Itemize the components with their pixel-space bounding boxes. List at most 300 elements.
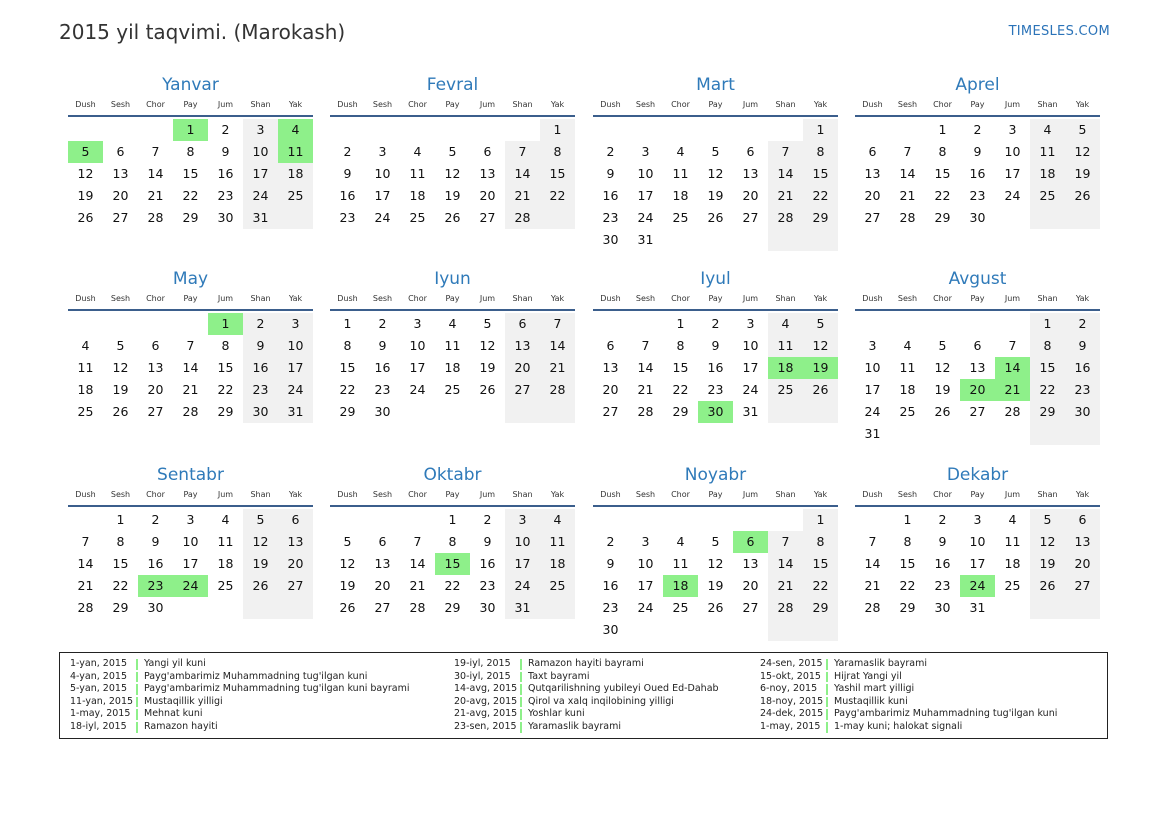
day-cell[interactable]: 5 (483, 316, 492, 331)
day-cell[interactable]: 12 (112, 360, 129, 375)
day-cell[interactable]: 16 (374, 360, 391, 375)
day-cell[interactable]: 13 (374, 556, 391, 571)
day-cell[interactable]: 15 (672, 360, 689, 375)
day-cell[interactable]: 11 (1004, 534, 1021, 549)
day-cell[interactable]: 22 (182, 188, 199, 203)
day-cell[interactable]: 17 (243, 163, 278, 185)
day-cell[interactable]: 4 (1008, 512, 1017, 527)
day-cell[interactable]: 5 (1030, 509, 1065, 531)
day-cell[interactable]: 2 (1065, 313, 1100, 335)
day-cell[interactable]: 18 (409, 188, 426, 203)
day-cell[interactable]: 10 (637, 166, 654, 181)
day-cell[interactable]: 17 (1004, 166, 1021, 181)
day-cell[interactable]: 3 (973, 512, 982, 527)
day-cell[interactable]: 7 (768, 531, 803, 553)
day-cell[interactable]: 8 (116, 534, 125, 549)
day-cell[interactable]: 10 (409, 338, 426, 353)
day-cell[interactable]: 6 (868, 144, 877, 159)
day-cell[interactable]: 3 (1008, 122, 1017, 137)
day-cell[interactable]: 14 (540, 335, 575, 357)
day-cell[interactable]: 26 (479, 382, 496, 397)
day-cell[interactable]: 15 (899, 556, 916, 571)
day-cell[interactable]: 12 (934, 360, 951, 375)
day-cell[interactable]: 12 (444, 166, 461, 181)
day-cell[interactable]: 7 (186, 338, 195, 353)
day-cell[interactable]: 29 (1030, 401, 1065, 423)
day-cell[interactable]: 8 (903, 534, 912, 549)
day-cell[interactable]: 13 (505, 335, 540, 357)
day-cell[interactable]: 2 (483, 512, 492, 527)
day-cell[interactable]: 14 (864, 556, 881, 571)
day-cell[interactable]: 27 (374, 600, 391, 615)
day-cell[interactable]: 1 (173, 119, 208, 141)
day-cell[interactable]: 25 (768, 379, 803, 401)
day-cell[interactable]: 19 (339, 578, 356, 593)
day-cell[interactable]: 18 (278, 163, 313, 185)
day-cell[interactable]: 18 (1030, 163, 1065, 185)
day-cell[interactable]: 22 (540, 185, 575, 207)
day-cell[interactable]: 8 (1030, 335, 1065, 357)
day-cell[interactable]: 9 (151, 534, 160, 549)
day-cell[interactable]: 20 (602, 382, 619, 397)
day-cell[interactable]: 21 (409, 578, 426, 593)
day-cell[interactable]: 29 (803, 597, 838, 619)
day-cell[interactable]: 9 (938, 534, 947, 549)
day-cell[interactable]: 8 (938, 144, 947, 159)
day-cell[interactable]: 9 (483, 534, 492, 549)
brand-link[interactable]: TIMESLES.COM (1008, 24, 1110, 39)
day-cell[interactable]: 23 (707, 382, 724, 397)
day-cell[interactable]: 28 (77, 600, 94, 615)
day-cell[interactable]: 12 (803, 335, 838, 357)
day-cell[interactable]: 8 (221, 338, 230, 353)
day-cell[interactable]: 22 (339, 382, 356, 397)
day-cell[interactable]: 11 (768, 335, 803, 357)
day-cell[interactable]: 26 (1030, 575, 1065, 597)
day-cell[interactable]: 5 (116, 338, 125, 353)
day-cell[interactable]: 31 (243, 207, 278, 229)
day-cell[interactable]: 7 (151, 144, 160, 159)
day-cell[interactable]: 23 (602, 210, 619, 225)
day-cell[interactable]: 16 (243, 357, 278, 379)
day-cell[interactable]: 29 (803, 207, 838, 229)
day-cell[interactable]: 21 (899, 188, 916, 203)
day-cell[interactable]: 12 (77, 166, 94, 181)
day-cell[interactable]: 27 (479, 210, 496, 225)
day-cell[interactable]: 29 (339, 404, 356, 419)
day-cell[interactable]: 31 (505, 597, 540, 619)
day-cell[interactable]: 2 (378, 316, 387, 331)
day-cell[interactable]: 28 (1004, 404, 1021, 419)
day-cell[interactable]: 24 (1004, 188, 1021, 203)
day-cell[interactable]: 7 (81, 534, 90, 549)
day-cell[interactable]: 13 (969, 360, 986, 375)
day-cell[interactable]: 20 (742, 578, 759, 593)
day-cell[interactable]: 24 (742, 382, 759, 397)
day-cell[interactable]: 26 (803, 379, 838, 401)
day-cell[interactable]: 21 (637, 382, 654, 397)
day-cell[interactable]: 28 (505, 207, 540, 229)
day-cell[interactable]: 26 (339, 600, 356, 615)
day-cell[interactable]: 13 (1065, 531, 1100, 553)
day-cell[interactable]: 25 (1030, 185, 1065, 207)
day-cell[interactable]: 3 (186, 512, 195, 527)
day-cell[interactable]: 6 (746, 144, 755, 159)
day-cell[interactable]: 11 (217, 534, 234, 549)
day-cell[interactable]: 3 (378, 144, 387, 159)
day-cell[interactable]: 15 (540, 163, 575, 185)
day-cell[interactable]: 24 (960, 575, 995, 597)
day-cell[interactable]: 18 (899, 382, 916, 397)
day-cell[interactable]: 27 (742, 210, 759, 225)
day-cell[interactable]: 11 (444, 338, 461, 353)
day-cell[interactable]: 13 (742, 556, 759, 571)
day-cell[interactable]: 17 (278, 357, 313, 379)
day-cell[interactable]: 23 (602, 600, 619, 615)
day-cell[interactable]: 4 (413, 144, 422, 159)
day-cell[interactable]: 30 (698, 401, 733, 423)
day-cell[interactable]: 6 (505, 313, 540, 335)
day-cell[interactable]: 23 (934, 578, 951, 593)
day-cell[interactable]: 6 (483, 144, 492, 159)
day-cell[interactable]: 17 (864, 382, 881, 397)
day-cell[interactable]: 5 (243, 509, 278, 531)
day-cell[interactable]: 30 (243, 401, 278, 423)
day-cell[interactable]: 17 (742, 360, 759, 375)
day-cell[interactable]: 25 (1004, 578, 1021, 593)
day-cell[interactable]: 28 (637, 404, 654, 419)
day-cell[interactable]: 30 (1065, 401, 1100, 423)
day-cell[interactable]: 31 (742, 404, 759, 419)
day-cell[interactable]: 9 (243, 335, 278, 357)
day-cell[interactable]: 19 (934, 382, 951, 397)
day-cell[interactable]: 4 (81, 338, 90, 353)
day-cell[interactable]: 30 (934, 600, 951, 615)
day-cell[interactable]: 1 (938, 122, 947, 137)
day-cell[interactable]: 16 (969, 166, 986, 181)
day-cell[interactable]: 2 (606, 534, 615, 549)
day-cell[interactable]: 22 (803, 185, 838, 207)
day-cell[interactable]: 4 (221, 512, 230, 527)
day-cell[interactable]: 24 (637, 600, 654, 615)
day-cell[interactable]: 20 (1065, 553, 1100, 575)
day-cell[interactable]: 23 (217, 188, 234, 203)
day-cell[interactable]: 14 (77, 556, 94, 571)
day-cell[interactable]: 16 (602, 188, 619, 203)
day-cell[interactable]: 2 (938, 512, 947, 527)
day-cell[interactable]: 30 (969, 210, 986, 225)
day-cell[interactable]: 3 (278, 313, 313, 335)
day-cell[interactable]: 26 (1065, 185, 1100, 207)
day-cell[interactable]: 28 (768, 597, 803, 619)
day-cell[interactable]: 21 (77, 578, 94, 593)
day-cell[interactable]: 24 (173, 575, 208, 597)
day-cell[interactable]: 2 (973, 122, 982, 137)
day-cell[interactable]: 14 (995, 357, 1030, 379)
day-cell[interactable]: 8 (803, 531, 838, 553)
day-cell[interactable]: 16 (707, 360, 724, 375)
day-cell[interactable]: 30 (479, 600, 496, 615)
day-cell[interactable]: 4 (676, 144, 685, 159)
day-cell[interactable]: 1 (116, 512, 125, 527)
day-cell[interactable]: 27 (864, 210, 881, 225)
day-cell[interactable]: 25 (278, 185, 313, 207)
day-cell[interactable]: 5 (448, 144, 457, 159)
day-cell[interactable]: 7 (540, 313, 575, 335)
day-cell[interactable]: 10 (864, 360, 881, 375)
day-cell[interactable]: 5 (711, 144, 720, 159)
day-cell[interactable]: 13 (112, 166, 129, 181)
day-cell[interactable]: 6 (378, 534, 387, 549)
day-cell[interactable]: 27 (969, 404, 986, 419)
day-cell[interactable]: 17 (637, 578, 654, 593)
day-cell[interactable]: 11 (278, 141, 313, 163)
day-cell[interactable]: 8 (540, 141, 575, 163)
day-cell[interactable]: 18 (663, 575, 698, 597)
day-cell[interactable]: 10 (374, 166, 391, 181)
day-cell[interactable]: 5 (343, 534, 352, 549)
day-cell[interactable]: 22 (934, 188, 951, 203)
day-cell[interactable]: 23 (243, 379, 278, 401)
day-cell[interactable]: 9 (973, 144, 982, 159)
day-cell[interactable]: 10 (742, 338, 759, 353)
day-cell[interactable]: 15 (803, 163, 838, 185)
day-cell[interactable]: 24 (637, 210, 654, 225)
day-cell[interactable]: 5 (938, 338, 947, 353)
day-cell[interactable]: 26 (707, 210, 724, 225)
day-cell[interactable]: 24 (243, 185, 278, 207)
day-cell[interactable]: 13 (278, 531, 313, 553)
day-cell[interactable]: 12 (479, 338, 496, 353)
day-cell[interactable]: 16 (934, 556, 951, 571)
day-cell[interactable]: 5 (711, 534, 720, 549)
day-cell[interactable]: 26 (243, 575, 278, 597)
day-cell[interactable]: 15 (435, 553, 470, 575)
day-cell[interactable]: 26 (112, 404, 129, 419)
day-cell[interactable]: 26 (934, 404, 951, 419)
day-cell[interactable]: 4 (676, 534, 685, 549)
day-cell[interactable]: 21 (505, 185, 540, 207)
day-cell[interactable]: 21 (182, 382, 199, 397)
day-cell[interactable]: 17 (969, 556, 986, 571)
day-cell[interactable]: 14 (899, 166, 916, 181)
day-cell[interactable]: 16 (1065, 357, 1100, 379)
day-cell[interactable]: 1 (903, 512, 912, 527)
day-cell[interactable]: 3 (413, 316, 422, 331)
day-cell[interactable]: 17 (409, 360, 426, 375)
day-cell[interactable]: 28 (540, 379, 575, 401)
day-cell[interactable]: 29 (934, 210, 951, 225)
day-cell[interactable]: 15 (112, 556, 129, 571)
day-cell[interactable]: 31 (278, 401, 313, 423)
day-cell[interactable]: 31 (864, 426, 881, 441)
day-cell[interactable]: 29 (112, 600, 129, 615)
day-cell[interactable]: 4 (448, 316, 457, 331)
day-cell[interactable]: 3 (641, 534, 650, 549)
day-cell[interactable]: 1 (803, 119, 838, 141)
day-cell[interactable]: 7 (641, 338, 650, 353)
day-cell[interactable]: 1 (343, 316, 352, 331)
day-cell[interactable]: 1 (448, 512, 457, 527)
day-cell[interactable]: 4 (903, 338, 912, 353)
day-cell[interactable]: 10 (243, 141, 278, 163)
day-cell[interactable]: 2 (711, 316, 720, 331)
day-cell[interactable]: 2 (221, 122, 230, 137)
day-cell[interactable]: 11 (672, 556, 689, 571)
day-cell[interactable]: 27 (602, 404, 619, 419)
day-cell[interactable]: 19 (1065, 163, 1100, 185)
day-cell[interactable]: 16 (479, 556, 496, 571)
day-cell[interactable]: 15 (339, 360, 356, 375)
day-cell[interactable]: 27 (278, 575, 313, 597)
day-cell[interactable]: 8 (676, 338, 685, 353)
day-cell[interactable]: 13 (479, 166, 496, 181)
day-cell[interactable]: 22 (899, 578, 916, 593)
day-cell[interactable]: 13 (602, 360, 619, 375)
day-cell[interactable]: 11 (409, 166, 426, 181)
day-cell[interactable]: 5 (1065, 119, 1100, 141)
day-cell[interactable]: 2 (606, 144, 615, 159)
day-cell[interactable]: 18 (672, 188, 689, 203)
day-cell[interactable]: 7 (413, 534, 422, 549)
day-cell[interactable]: 19 (707, 188, 724, 203)
day-cell[interactable]: 14 (505, 163, 540, 185)
day-cell[interactable]: 13 (147, 360, 164, 375)
day-cell[interactable]: 7 (1008, 338, 1017, 353)
day-cell[interactable]: 16 (339, 188, 356, 203)
day-cell[interactable]: 5 (68, 141, 103, 163)
day-cell[interactable]: 25 (217, 578, 234, 593)
day-cell[interactable]: 23 (479, 578, 496, 593)
day-cell[interactable]: 27 (112, 210, 129, 225)
day-cell[interactable]: 4 (1030, 119, 1065, 141)
day-cell[interactable]: 1 (540, 119, 575, 141)
day-cell[interactable]: 29 (444, 600, 461, 615)
day-cell[interactable]: 13 (742, 166, 759, 181)
day-cell[interactable]: 1 (208, 313, 243, 335)
day-cell[interactable]: 18 (1004, 556, 1021, 571)
day-cell[interactable]: 12 (339, 556, 356, 571)
day-cell[interactable]: 8 (803, 141, 838, 163)
day-cell[interactable]: 23 (1065, 379, 1100, 401)
day-cell[interactable]: 22 (1030, 379, 1065, 401)
day-cell[interactable]: 6 (278, 509, 313, 531)
day-cell[interactable]: 24 (505, 575, 540, 597)
day-cell[interactable]: 20 (742, 188, 759, 203)
day-cell[interactable]: 29 (672, 404, 689, 419)
day-cell[interactable]: 14 (409, 556, 426, 571)
day-cell[interactable]: 6 (116, 144, 125, 159)
day-cell[interactable]: 25 (444, 382, 461, 397)
day-cell[interactable]: 9 (343, 166, 352, 181)
day-cell[interactable]: 9 (221, 144, 230, 159)
day-cell[interactable]: 21 (864, 578, 881, 593)
day-cell[interactable]: 20 (505, 357, 540, 379)
day-cell[interactable]: 29 (182, 210, 199, 225)
day-cell[interactable]: 22 (112, 578, 129, 593)
day-cell[interactable]: 28 (409, 600, 426, 615)
day-cell[interactable]: 30 (602, 232, 619, 247)
day-cell[interactable]: 15 (182, 166, 199, 181)
day-cell[interactable]: 7 (768, 141, 803, 163)
day-cell[interactable]: 10 (969, 534, 986, 549)
day-cell[interactable]: 6 (151, 338, 160, 353)
day-cell[interactable]: 19 (803, 357, 838, 379)
day-cell[interactable]: 25 (77, 404, 94, 419)
day-cell[interactable]: 29 (217, 404, 234, 419)
day-cell[interactable]: 2 (243, 313, 278, 335)
day-cell[interactable]: 19 (707, 578, 724, 593)
day-cell[interactable]: 3 (868, 338, 877, 353)
day-cell[interactable]: 18 (217, 556, 234, 571)
day-cell[interactable]: 17 (182, 556, 199, 571)
day-cell[interactable]: 17 (374, 188, 391, 203)
day-cell[interactable]: 29 (899, 600, 916, 615)
day-cell[interactable]: 19 (243, 553, 278, 575)
day-cell[interactable]: 12 (1065, 141, 1100, 163)
day-cell[interactable]: 26 (707, 600, 724, 615)
day-cell[interactable]: 30 (374, 404, 391, 419)
day-cell[interactable]: 28 (147, 210, 164, 225)
day-cell[interactable]: 2 (343, 144, 352, 159)
day-cell[interactable]: 6 (733, 531, 768, 553)
day-cell[interactable]: 15 (803, 553, 838, 575)
day-cell[interactable]: 22 (444, 578, 461, 593)
day-cell[interactable]: 30 (602, 622, 619, 637)
day-cell[interactable]: 12 (707, 166, 724, 181)
day-cell[interactable]: 6 (606, 338, 615, 353)
day-cell[interactable]: 30 (147, 600, 164, 615)
day-cell[interactable]: 25 (409, 210, 426, 225)
day-cell[interactable]: 19 (444, 188, 461, 203)
day-cell[interactable]: 11 (899, 360, 916, 375)
day-cell[interactable]: 3 (641, 144, 650, 159)
day-cell[interactable]: 14 (768, 553, 803, 575)
day-cell[interactable]: 9 (606, 166, 615, 181)
day-cell[interactable]: 22 (672, 382, 689, 397)
day-cell[interactable]: 23 (969, 188, 986, 203)
day-cell[interactable]: 4 (278, 119, 313, 141)
day-cell[interactable]: 6 (1065, 509, 1100, 531)
day-cell[interactable]: 11 (77, 360, 94, 375)
day-cell[interactable]: 15 (217, 360, 234, 375)
day-cell[interactable]: 1 (1030, 313, 1065, 335)
day-cell[interactable]: 17 (637, 188, 654, 203)
day-cell[interactable]: 17 (505, 553, 540, 575)
day-cell[interactable]: 14 (182, 360, 199, 375)
day-cell[interactable]: 25 (672, 210, 689, 225)
day-cell[interactable]: 20 (374, 578, 391, 593)
day-cell[interactable]: 26 (444, 210, 461, 225)
day-cell[interactable]: 28 (768, 207, 803, 229)
day-cell[interactable]: 21 (768, 185, 803, 207)
day-cell[interactable]: 18 (444, 360, 461, 375)
day-cell[interactable]: 20 (278, 553, 313, 575)
day-cell[interactable]: 8 (448, 534, 457, 549)
day-cell[interactable]: 24 (278, 379, 313, 401)
day-cell[interactable]: 4 (768, 313, 803, 335)
day-cell[interactable]: 24 (374, 210, 391, 225)
day-cell[interactable]: 6 (973, 338, 982, 353)
day-cell[interactable]: 24 (864, 404, 881, 419)
day-cell[interactable]: 23 (339, 210, 356, 225)
day-cell[interactable]: 27 (505, 379, 540, 401)
day-cell[interactable]: 25 (540, 575, 575, 597)
day-cell[interactable]: 21 (995, 379, 1030, 401)
day-cell[interactable]: 23 (138, 575, 173, 597)
day-cell[interactable]: 12 (243, 531, 278, 553)
day-cell[interactable]: 8 (343, 338, 352, 353)
